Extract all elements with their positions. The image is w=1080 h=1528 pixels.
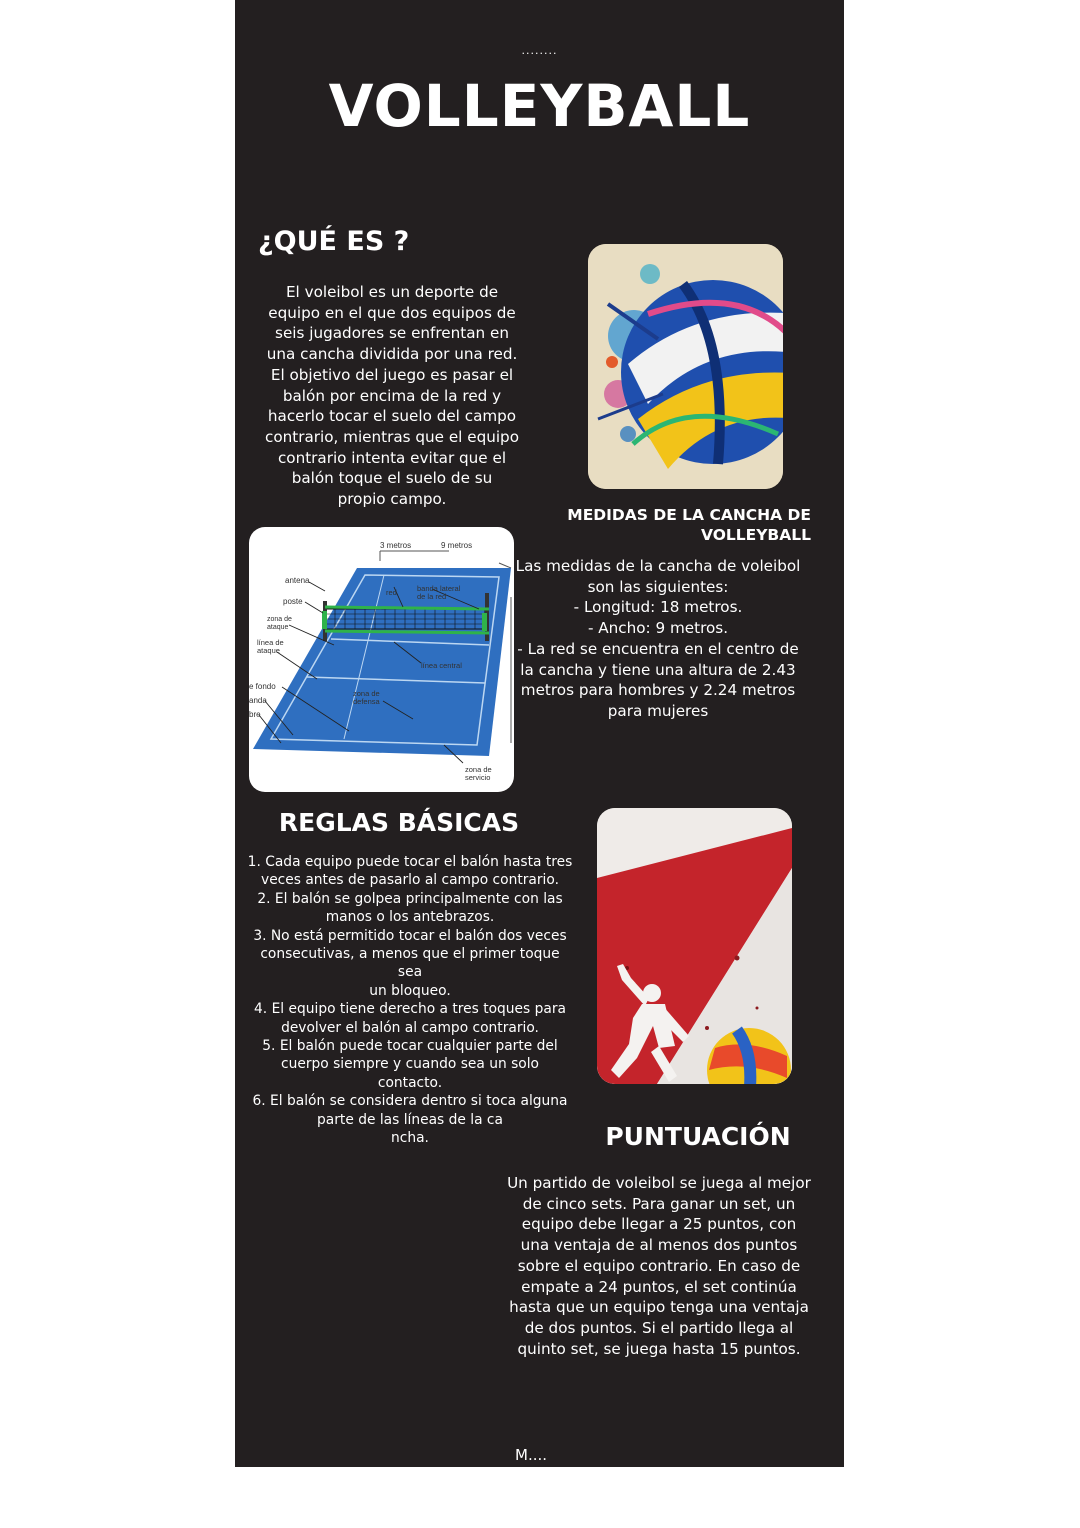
text-line: parte de las líneas de la ca <box>317 1111 503 1128</box>
medidas-heading-line: VOLLEYBALL <box>700 526 811 544</box>
text-line: sobre el equipo contrario. En caso de <box>517 1256 801 1275</box>
bottom-dots: M.... <box>515 1446 548 1464</box>
reglas-list <box>247 853 573 1148</box>
court-label: línea de <box>257 638 284 647</box>
court-diagram-graphic <box>249 527 514 792</box>
text-line: ncha. <box>391 1130 429 1147</box>
volleyball-art-image <box>588 244 783 489</box>
court-label: de la red <box>417 592 447 601</box>
text-line: equipo en el que dos equipos de <box>268 303 516 322</box>
medidas-text <box>515 556 801 722</box>
text-line: devolver el balón al campo contrario. <box>281 1019 539 1036</box>
text-line: Un partido de voleibol se juega al mejor <box>507 1174 811 1192</box>
player-silhouette-image <box>597 808 792 1084</box>
volleyball-art-graphic <box>588 244 783 489</box>
text-line: un bloqueo. <box>369 982 451 999</box>
text-line: son las siguientes: <box>587 577 729 596</box>
court-label: defensa <box>353 697 380 706</box>
court-label: ataque <box>267 624 289 631</box>
text-line: propio campo. <box>337 490 447 509</box>
court-label: red <box>386 588 397 597</box>
text-line: una ventaja de al menos dos puntos <box>520 1236 798 1255</box>
text-line: - La red se encuentra en el centro de <box>517 639 799 658</box>
text-line: 2. El balón se golpea principalmente con las <box>257 890 563 907</box>
court-label: zona de <box>353 689 380 698</box>
court-label: zona de <box>267 616 292 623</box>
puntuacion-text <box>505 1173 813 1359</box>
text-line: una cancha dividida por una red. <box>266 345 518 364</box>
text-line: Las medidas de la cancha de voleibol <box>515 557 801 575</box>
top-dots: ........ <box>521 44 558 57</box>
text-line: consecutivas, a menos que el primer toque sea <box>260 946 560 981</box>
court-label: ataque <box>257 646 280 655</box>
poster <box>235 0 844 1467</box>
court-diagram-image <box>249 527 514 792</box>
text-line: 1. Cada equipo puede tocar el balón hasta tres <box>247 854 573 870</box>
puntuacion-heading: PUNTUACIÓN <box>605 1122 791 1151</box>
text-line: hacerlo tocar el suelo del campo <box>267 407 517 426</box>
reglas-heading: REGLAS BÁSICAS <box>278 808 520 837</box>
text-line: para mujeres <box>607 701 709 720</box>
text-line: hasta que un equipo tenga una ventaja <box>509 1298 809 1317</box>
text-line: metros para hombres y 2.24 metros <box>520 681 796 700</box>
text-line: empate a 24 puntos, el set continúa <box>521 1277 797 1296</box>
medidas-heading <box>565 505 811 545</box>
text-line: - Ancho: 9 metros. <box>587 619 729 638</box>
text-line: balón toque el suelo de su <box>291 469 493 488</box>
text-line: balón por encima de la red y <box>282 386 502 405</box>
court-label: 3 metros <box>380 541 412 550</box>
text-line: 4. El equipo tiene derecho a tres toques para <box>254 1001 566 1018</box>
text-line: equipo debe llegar a 25 puntos, con <box>521 1215 797 1234</box>
text-line: quinto set, se juega hasta 15 puntos. <box>517 1339 801 1358</box>
text-line: veces antes de pasarlo al campo contrario. <box>261 872 559 889</box>
court-label: zona de <box>465 765 492 774</box>
text-line: de dos puntos. Si el partido llega al <box>524 1318 794 1337</box>
court-label: e fondo <box>249 682 276 691</box>
text-line: manos o los antebrazos. <box>325 909 495 926</box>
text-line: El objetivo del juego es pasar el <box>270 365 514 384</box>
court-label: antena <box>285 576 310 585</box>
court-label: poste <box>283 597 303 606</box>
text-line: de cinco sets. Para ganar un set, un <box>522 1194 796 1213</box>
player-silhouette-graphic <box>597 808 792 1084</box>
text-line: cuerpo siempre y cuando sea un solo contacto. <box>281 1056 539 1091</box>
text-line: contrario intenta evitar que el <box>277 448 507 467</box>
text-line: contrario, mientras que el equipo <box>264 427 519 446</box>
text-line: 6. El balón se considera dentro si toca alguna <box>252 1093 568 1110</box>
court-label: bre <box>249 710 261 719</box>
page-title: VOLLEYBALL <box>328 72 751 140</box>
court-label: línea central <box>421 661 462 670</box>
text-line: 5. El balón puede tocar cualquier parte del <box>262 1038 558 1055</box>
text-line: la cancha y tiene una altura de 2.43 <box>520 660 796 679</box>
text-line: 3. No está permitido tocar el balón dos veces <box>253 927 567 944</box>
text-line: El voleibol es un deporte de <box>285 283 499 301</box>
court-label: banda lateral <box>417 584 461 593</box>
que-es-heading: ¿QUÉ ES ? <box>258 226 410 257</box>
text-line: seis jugadores se enfrentan en <box>275 324 509 343</box>
court-label: anda <box>249 696 267 705</box>
court-label: 9 metros <box>441 541 473 550</box>
court-label: servicio <box>465 773 491 782</box>
que-es-text <box>260 282 524 510</box>
text-line: - Longitud: 18 metros. <box>573 598 743 617</box>
medidas-heading-line: MEDIDAS DE LA CANCHA DE <box>567 506 811 524</box>
